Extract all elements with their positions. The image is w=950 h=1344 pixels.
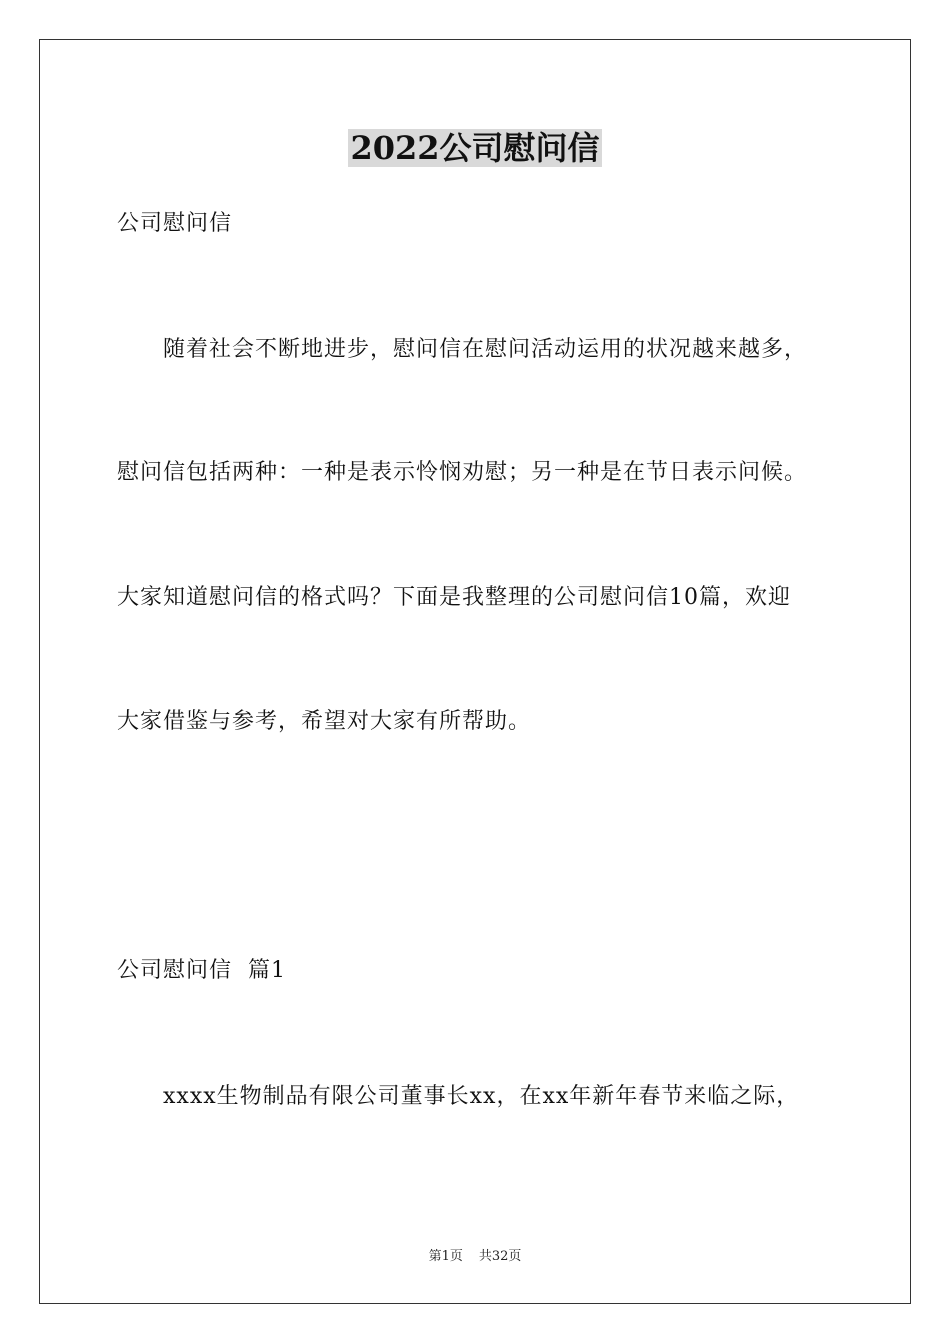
document-subtitle: 公司慰问信 [117,211,233,236]
intro-line-4: 大家借鉴与参考，希望对大家有所帮助。 [117,709,532,734]
document-title-text: 2022公司慰问信 [350,129,600,167]
intro-line-3: 大家知道慰问信的格式吗？下面是我整理的公司慰问信10篇，欢迎 [117,585,791,610]
section-first-line: xxxx生物制品有限公司董事长xx，在xx年新年春节来临之际， [163,1084,800,1109]
page-total: 共32页 [478,1249,522,1264]
page-footer [0,1248,950,1266]
intro-line-2: 慰问信包括两种：一种是表示怜悯劝慰；另一种是在节日表示问候。 [117,460,808,485]
section-heading: 公司慰问信 篇1 [117,958,286,983]
page-number: 第1页 [428,1249,463,1264]
document-title [0,126,950,170]
intro-line-1: 随着社会不断地进步，慰问信在慰问活动运用的状况越来越多， [163,337,808,362]
